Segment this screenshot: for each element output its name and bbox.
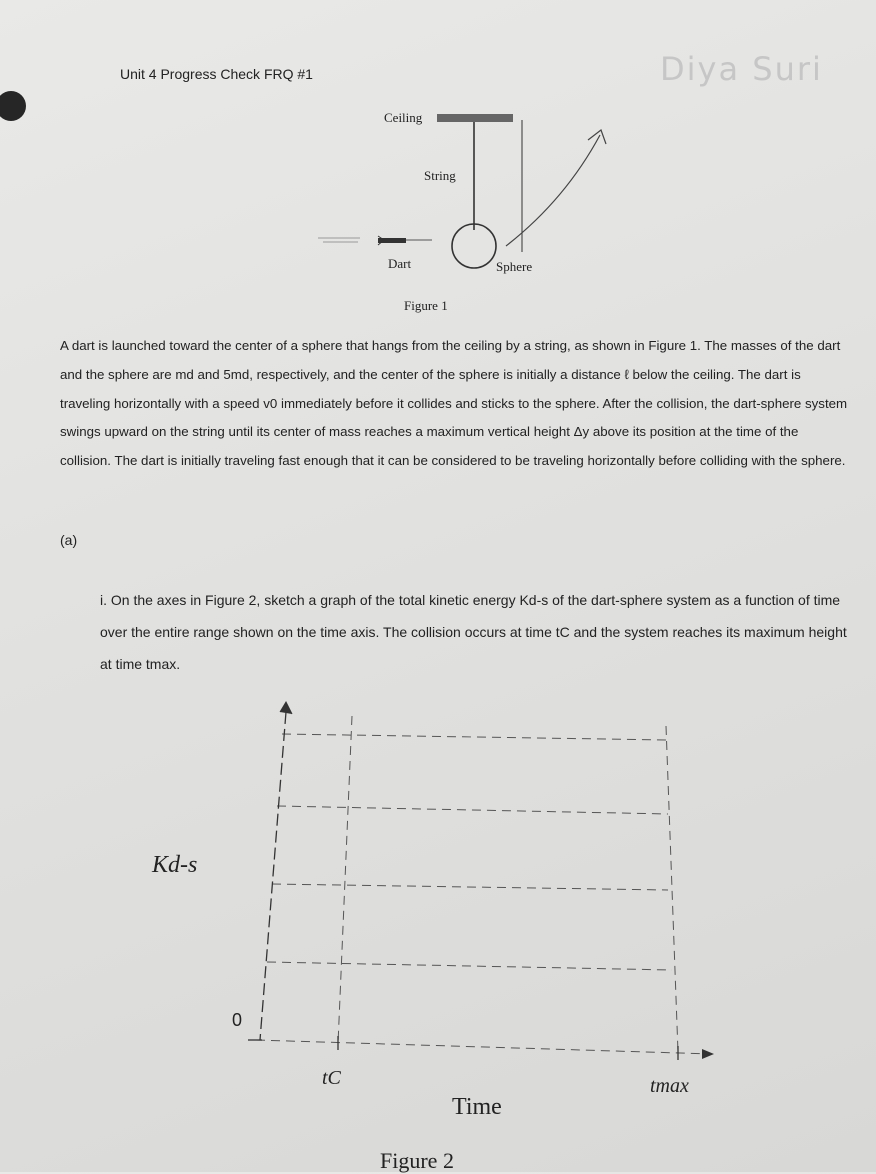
tick-tmax-label: tmax [650, 1075, 689, 1097]
y-axis-label: Kd-s [152, 852, 198, 878]
worksheet-title: Unit 4 Progress Check FRQ #1 [120, 66, 313, 82]
y-axis [260, 712, 286, 1040]
grid-row-3 [272, 884, 668, 890]
grid-col-tc [338, 716, 352, 1044]
grid-row-2 [277, 806, 668, 814]
x-axis-label: Time [452, 1094, 502, 1120]
tick-tc-label: tC [322, 1067, 341, 1089]
figure2-caption: Figure 2 [380, 1148, 454, 1173]
ceiling-label: Ceiling [384, 110, 423, 125]
grid-col-tmax [666, 726, 678, 1052]
string-label: String [424, 168, 456, 183]
origin-label: 0 [232, 1010, 243, 1030]
grid-row-1 [282, 734, 668, 740]
part-a-item-i: i. On the axes in Figure 2, sketch a graph of the total kinetic energy Kd-s of the dart-sphere system as a function of time over the entire range shown on the time axis. The collision occurs at time tC and the system reaches its maximum height at time tmax. [100, 592, 847, 672]
time-axis-dashed [256, 1040, 712, 1054]
student-name: Diya Suri [660, 50, 823, 88]
part-a-label: (a) [60, 532, 78, 548]
time-axis-arrowhead [702, 1049, 714, 1059]
figure1-caption: Figure 1 [404, 298, 448, 313]
dart-label: Dart [388, 256, 412, 271]
grid-row-4 [267, 962, 672, 970]
sphere-label: Sphere [496, 259, 533, 274]
problem-prompt: A dart is launched toward the center of a sphere that hangs from the ceiling by a string, as shown in Figure 1. The masses of the dart and the sphere are md and 5md, respectively, and the center of the sphere is initially a distance ℓ below the ceiling. The dart is traveling horizontally with a speed v0 immediately before it collides and sticks to the sphere. After the collision, the dart-sphere system swings upward on the string until its center of mass reaches a maximum vertical height Δy above its position at the time of the collision. The dart is initially traveling fast enough that it can be considered to be traveling horizontally before colliding with the sphere. [60, 338, 848, 469]
